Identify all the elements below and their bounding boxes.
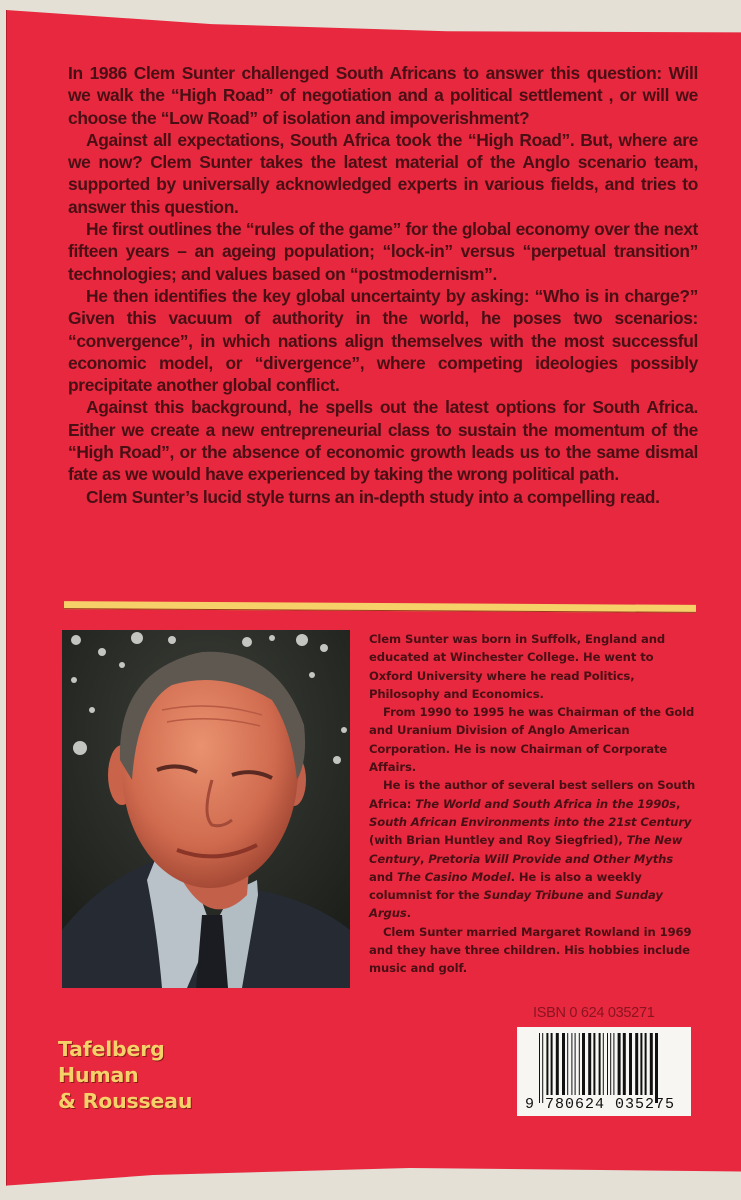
bio-paragraph: From 1990 to 1995 he was Chairman of the Gold and Uranium Division of Anglo American Corporation. He is now Chairman of Corporate Affairs.: [369, 705, 695, 775]
blurb-paragraph: In 1986 Clem Sunter challenged South Africans to answer this question: Will we walk the “High Road” of negotiation and a political settlement , or will we choose the “Low Road” of isolation and impoverishment?: [68, 63, 698, 128]
barcode-bar: [588, 1033, 591, 1095]
bio-text: (with Brian Huntley and Roy Siegfried),: [369, 833, 627, 848]
author-bio: [369, 630, 699, 978]
book-title: Pretoria Will Provide and Other Myths: [428, 851, 674, 866]
publisher-logo: [58, 1036, 192, 1114]
publisher-line: & Rousseau: [58, 1089, 193, 1113]
isbn-barcode: [517, 1027, 691, 1116]
barcode-bar: [623, 1033, 626, 1095]
barcode-bar: [567, 1033, 568, 1095]
bio-text: ,: [420, 851, 429, 866]
barcode-bar: [607, 1033, 608, 1095]
barcode-digits: 9 780624 035275: [525, 1096, 676, 1113]
bio-text: and: [583, 888, 616, 903]
barcode-bar: [650, 1033, 653, 1095]
book-title: The New Century: [369, 833, 683, 866]
blurb-text: [68, 62, 698, 508]
bio-paragraph: Clem Sunter was born in Suffolk, England and educated at Winchester College. He went to Oxford University where he read Politics, Philosophy and Economics.: [369, 632, 666, 701]
bio-text: and: [369, 869, 398, 884]
barcode-bar: [551, 1033, 553, 1095]
author-photo: [62, 630, 350, 988]
barcode-bar: [539, 1033, 540, 1103]
blurb-paragraph: Against this background, he spells out the latest options for South Africa. Either we create a new entrepreneurial class to sustain the momentum of the “High Road”, or the absence of economic growth leads us to the same dismal fate as we would have experienced by taking the wrong political path.: [68, 397, 698, 485]
book-title: South African Environments into the 21st Century: [369, 814, 692, 829]
publisher-line: Human: [58, 1063, 139, 1087]
barcode-bar: [635, 1033, 638, 1095]
barcode-bar: [603, 1033, 604, 1095]
book-title: The World and South Africa in the 1990s: [415, 796, 676, 811]
barcode-bar: [618, 1033, 621, 1095]
barcode-bar: [655, 1033, 658, 1103]
bio-text: ,: [675, 796, 681, 811]
newspaper-title: Sunday Argus: [369, 888, 663, 921]
barcode-bar: [599, 1033, 601, 1095]
newspaper-title: Sunday Tribune: [483, 888, 584, 903]
blurb-paragraph: He then identifies the key global uncertainty by asking: “Who is in charge?” Given this vacuum of authority in the world, he poses two scenarios: “convergence”, in which nations align themselves with the most successful economic model, or “divergence”, where competing ideologies possibly precipitate another global conflict.: [68, 285, 698, 396]
isbn-label: ISBN 0 624 035271: [533, 1005, 655, 1021]
barcode-bar: [593, 1033, 595, 1095]
bio-paragraph: Clem Sunter married Margaret Rowland in 1969 and they have three children. His hobbies include music and golf.: [369, 924, 692, 976]
book-title: The Casino Model: [397, 869, 511, 884]
barcode-bar: [562, 1033, 565, 1095]
barcode-bar: [640, 1033, 642, 1095]
barcode-bar: [556, 1033, 559, 1095]
barcode-bar: [579, 1033, 580, 1095]
bio-text: . He is also a weekly columnist for the: [369, 869, 642, 903]
author-portrait-illustration: [62, 630, 350, 988]
bio-text: He is the author of several best sellers on South Africa:: [369, 778, 696, 811]
barcode-bar: [542, 1033, 543, 1103]
bio-text: .: [406, 906, 411, 921]
blurb-paragraph: Clem Sunter’s lucid style turns an in-depth study into a compelling read.: [86, 486, 660, 507]
barcode-bar: [645, 1033, 647, 1095]
barcode-bar: [546, 1033, 548, 1095]
publisher-line: Tafelberg: [58, 1037, 165, 1061]
barcode-bar: [582, 1033, 585, 1095]
blurb-paragraph: Against all expectations, South Africa took the “High Road”. But, where are we now? Clem Sunter takes the latest material of the Anglo scenario team, supported by universally acknowledged experts in various fields, and tries to answer this question.: [68, 129, 698, 217]
barcode-bar: [571, 1033, 572, 1095]
blurb-paragraph: He first outlines the “rules of the game” for the global economy over the next fifteen years – an ageing population; “lock-in” versus “perpetual transition” technologies; and values based on “postmodernism”.: [68, 219, 698, 284]
barcode-bar: [613, 1033, 614, 1095]
barcode-bar: [575, 1033, 576, 1095]
bio-paragraph-books: [369, 776, 699, 922]
barcode-bar: [629, 1033, 632, 1095]
barcode-bar: [610, 1033, 611, 1095]
